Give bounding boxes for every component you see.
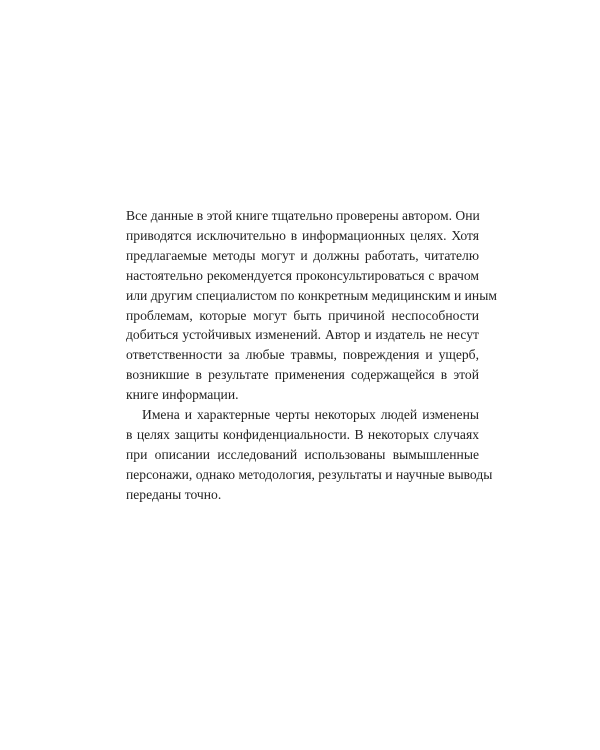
text-line: Имена и характерные черты некоторых людей изменены xyxy=(142,407,479,423)
text-line: ответственности за любые травмы, повреждения и ущерб, xyxy=(126,347,479,363)
text-line: предлагаемые методы могут и должны работать, читателю xyxy=(126,247,479,263)
paragraph-disclaimer xyxy=(126,206,497,405)
text-line: проблемам, которые могут быть причиной неспособности xyxy=(126,307,479,323)
text-line: добиться устойчивых изменений. Автор и издатель не несут xyxy=(126,327,479,343)
text-line: приводятся исключительно в информационных целях. Хотя xyxy=(126,227,479,243)
text-line: книге информации. xyxy=(126,387,239,403)
text-line: возникшие в результате применения содержащейся в этой xyxy=(126,367,479,383)
text-line: переданы точно. xyxy=(126,486,222,502)
text-line: персонажи, однако методология, результаты и научные выводы xyxy=(126,466,493,482)
disclaimer-text xyxy=(126,206,497,505)
text-line: настоятельно рекомендуется проконсультироваться с врачом xyxy=(126,267,479,283)
text-line: Все данные в этой книге тщательно проверены автором. Они xyxy=(126,208,480,223)
paragraph-privacy xyxy=(126,405,493,505)
text-line: или другим специалистом по конкретным медицинским и иным xyxy=(126,287,497,303)
text-line: при описании исследований использованы вымышленные xyxy=(126,446,479,462)
text-line: в целях защиты конфиденциальности. В некоторых случаях xyxy=(126,426,479,442)
